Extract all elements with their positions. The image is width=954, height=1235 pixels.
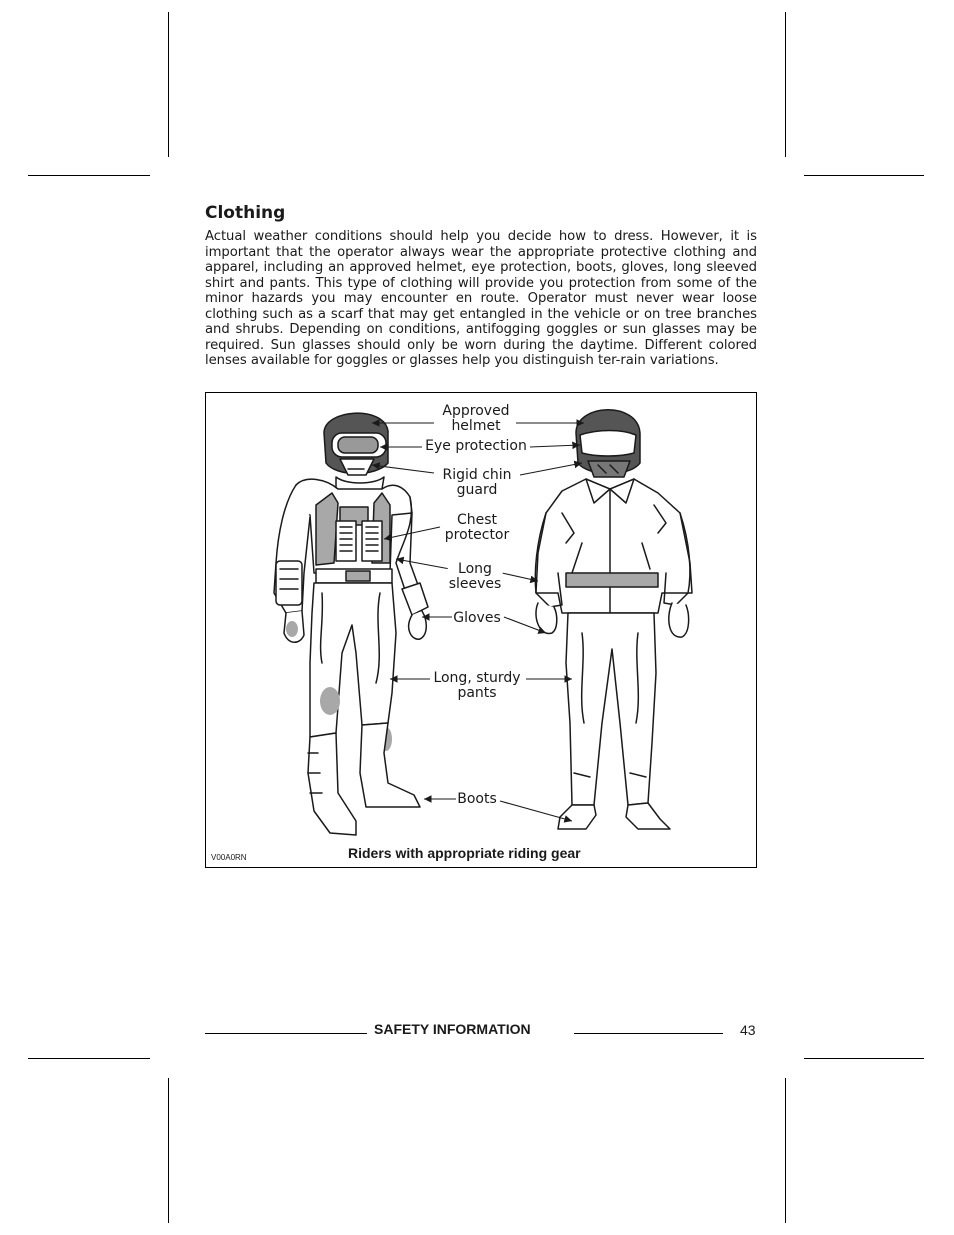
riding-gear-figure [205,392,757,868]
left-rider [274,413,428,835]
figure-code: V00A0RN [211,853,247,862]
section-title: Clothing [205,203,286,223]
footer-rule [205,1033,367,1034]
crop-mark [168,1078,169,1223]
crop-mark [28,175,150,176]
figure-caption: Riders with appropriate riding gear [348,845,581,861]
label-long-sleeves: Long sleeves [448,561,502,592]
footer-section-title: SAFETY INFORMATION [374,1021,531,1037]
label-boots: Boots [457,791,497,807]
crop-mark [28,1058,150,1059]
crop-mark [804,1058,924,1059]
label-chest-protector: Chest protector [444,512,510,543]
crop-mark [785,1078,786,1223]
label-rigid-chin-guard: Rigid chin guard [442,467,512,498]
label-approved-helmet: Approved helmet [442,403,510,434]
footer-rule [574,1033,723,1034]
page-number: 43 [740,1022,756,1038]
label-gloves: Gloves [453,610,501,626]
crop-mark [168,12,169,157]
crop-mark [785,12,786,157]
label-eye-protection: Eye protection [425,438,527,454]
label-long-sturdy-pants: Long, sturdy pants [433,670,521,701]
crop-mark [804,175,924,176]
body-paragraph: Actual weather conditions should help you decide how to dress. However, it is important that the operator always wear the appropriate protective clothing and apparel, including an approved helmet, eye protection, boots, gloves, long sleeved shirt and pants. This type of clothing will provide you protection from some of the minor hazards you may encounter en route. Operator must never wear loose clothing such as a scarf that may get entangled in the vehicle or on tree branches and shrubs. Depending on conditions, antifogging goggles or sun glasses may be required. Sun glasses should only be worn during the daytime. Different colored lenses available for goggles or glasses help you distinguish ter-rain variations. [205,229,757,368]
right-rider [535,410,692,829]
